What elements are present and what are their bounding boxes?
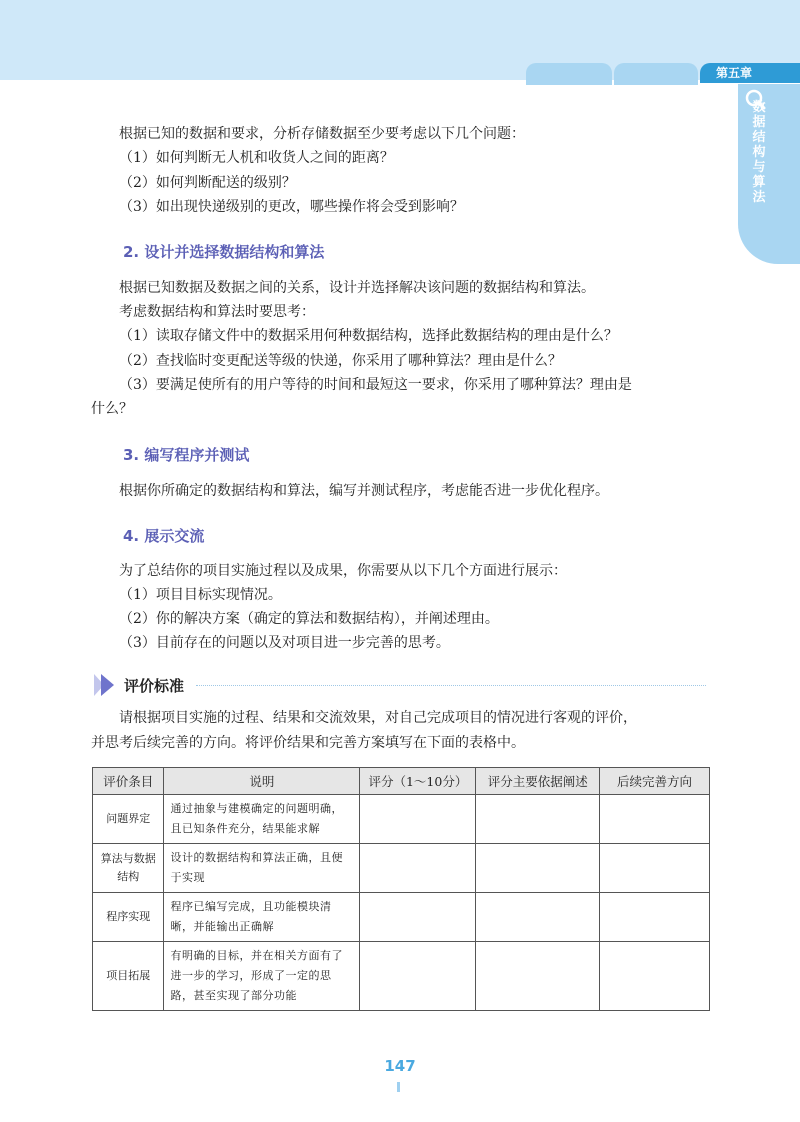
table-row <box>93 942 710 1011</box>
column-header: 评分（1～10分） <box>360 768 476 795</box>
paragraph: 为了总结你的项目实施过程以及成果，你需要从以下几个方面进行展示： <box>119 563 567 579</box>
question-item: （2）查找临时变更配送等级的快递，你采用了哪种算法？理由是什么？ <box>119 353 562 369</box>
intro-item: （2）如何判断配送的级别？ <box>119 175 296 191</box>
side-chapter-title: 数据结构与算法 <box>752 100 766 205</box>
basis-cell[interactable] <box>476 844 600 893</box>
improvement-cell[interactable] <box>600 844 710 893</box>
list-item: （3）目前存在的问题以及对项目进一步完善的思考。 <box>119 635 450 651</box>
intro-lead: 根据已知的数据和要求，分析存储数据至少要考虑以下几个问题： <box>119 126 525 142</box>
paragraph: 请根据项目实施的过程、结果和交流效果，对自己完成项目的情况进行客观的评价， <box>119 710 637 726</box>
evaluation-table <box>92 767 710 1011</box>
criterion-description: 通过抽象与建模确定的问题明确，且已知条件充分，结果能求解 <box>164 795 360 844</box>
question-item: （3）要满足使所有的用户等待的时间和最短这一要求，你采用了哪种算法？理由是 <box>119 377 632 393</box>
table-row <box>93 844 710 893</box>
basis-cell[interactable] <box>476 795 600 844</box>
evaluation-heading: 评价标准 <box>124 677 185 695</box>
paragraph: 根据你所确定的数据结构和算法，编写并测试程序，考虑能否进一步优化程序。 <box>119 483 609 499</box>
table-header-row <box>93 768 710 795</box>
section-heading: 4. 展示交流 <box>123 527 205 545</box>
question-item: （1）读取存储文件中的数据采用何种数据结构，选择此数据结构的理由是什么？ <box>119 328 618 344</box>
dotted-divider <box>196 685 706 686</box>
improvement-cell[interactable] <box>600 942 710 1011</box>
column-header: 评价条目 <box>93 768 164 795</box>
paragraph: 根据已知数据及数据之间的关系，设计并选择解决该问题的数据结构和算法。 <box>119 280 595 296</box>
improvement-cell[interactable] <box>600 795 710 844</box>
paragraph: 考虑数据结构和算法时要思考： <box>119 304 315 320</box>
criterion-description: 设计的数据结构和算法正确，且便于实现 <box>164 844 360 893</box>
score-cell[interactable] <box>360 893 476 942</box>
table-row <box>93 795 710 844</box>
improvement-cell[interactable] <box>600 893 710 942</box>
criterion-name: 程序实现 <box>93 893 164 942</box>
criterion-description: 程序已编写完成，且功能模块清晰，并能输出正确解 <box>164 893 360 942</box>
column-header: 后续完善方向 <box>600 768 710 795</box>
intro-item: （1）如何判断无人机和收货人之间的距离？ <box>119 150 394 166</box>
chapter-tab: 第五章 <box>700 63 800 83</box>
section-heading: 3. 编写程序并测试 <box>123 446 250 464</box>
intro-item: （3）如出现快递级别的更改，哪些操作将会受到影响？ <box>119 199 464 215</box>
column-header: 说明 <box>164 768 360 795</box>
score-cell[interactable] <box>360 942 476 1011</box>
score-cell[interactable] <box>360 844 476 893</box>
basis-cell[interactable] <box>476 893 600 942</box>
triangle-icon <box>92 672 118 698</box>
score-cell[interactable] <box>360 795 476 844</box>
paragraph: 并思考后续完善的方向。将评价结果和完善方案填写在下面的表格中。 <box>91 735 525 751</box>
criterion-name: 问题界定 <box>93 795 164 844</box>
column-header: 评分主要依据阐述 <box>476 768 600 795</box>
criterion-name: 项目拓展 <box>93 942 164 1011</box>
list-item: （2）你的解决方案（确定的算法和数据结构），并阐述理由。 <box>119 611 499 627</box>
page-number-tick <box>397 1082 400 1092</box>
header-tab-decor <box>614 63 698 85</box>
section-heading: 2. 设计并选择数据结构和算法 <box>123 243 325 261</box>
list-item: （1）项目目标实现情况。 <box>119 587 282 603</box>
criterion-name: 算法与数据结构 <box>93 844 164 893</box>
side-tab <box>738 84 800 264</box>
table-row <box>93 893 710 942</box>
header-tab-decor <box>526 63 612 85</box>
question-item-cont: 什么？ <box>91 401 133 417</box>
criterion-description: 有明确的目标，并在相关方面有了进一步的学习，形成了一定的思路，甚至实现了部分功能 <box>164 942 360 1011</box>
basis-cell[interactable] <box>476 942 600 1011</box>
page-number: 147 <box>384 1057 416 1075</box>
